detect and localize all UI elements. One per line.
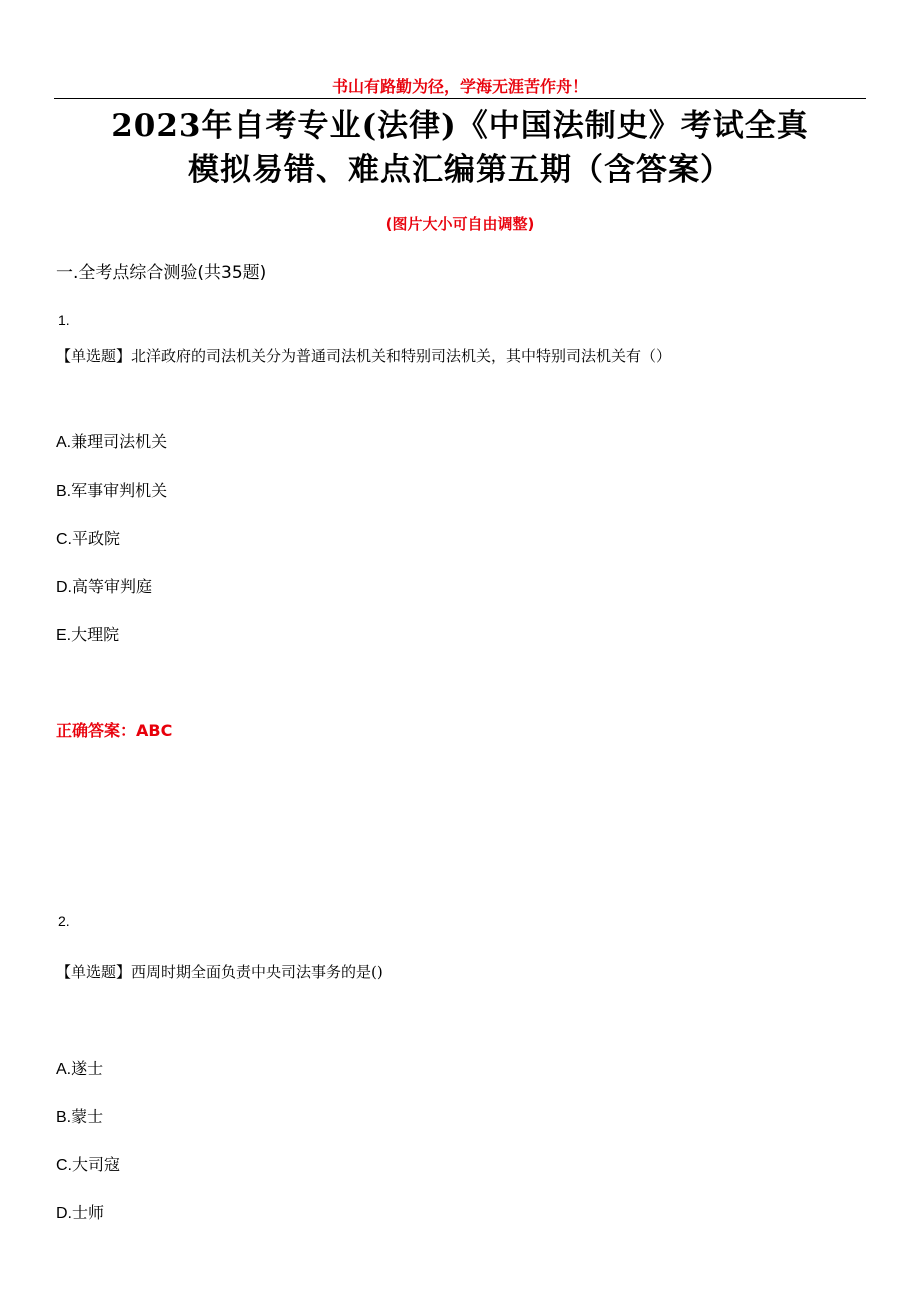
question-2-text: 【单选题】西周时期全面负责中央司法事务的是() [56, 963, 383, 981]
option-text: 大司寇 [72, 1155, 121, 1174]
question-2-option-a [56, 1056, 103, 1079]
header-divider [54, 98, 866, 99]
section-heading: 一.全考点综合测验(共35题) [56, 263, 267, 283]
option-letter: D. [56, 579, 72, 596]
option-text: 高等审判庭 [72, 577, 153, 596]
option-letter: B. [56, 483, 72, 500]
option-letter: C. [56, 531, 72, 548]
motto: 书山有路勤为径，学海无涯苦作舟！ [331, 77, 588, 96]
option-text: 蒙士 [71, 1107, 104, 1126]
option-letter: B. [56, 1109, 72, 1126]
question-2-option-c [56, 1152, 120, 1175]
question-1-option-a [56, 429, 167, 452]
option-text: 军事审判机关 [71, 481, 168, 500]
question-1-option-b [56, 478, 167, 501]
image-size-note: (图片大小可自由调整) [385, 215, 535, 233]
question-1-option-e [56, 622, 119, 645]
question-2-option-b [56, 1104, 103, 1127]
option-text: 平政院 [72, 529, 121, 548]
question-1-answer: 正确答案：ABC [56, 721, 173, 740]
option-text: 大理院 [71, 625, 120, 644]
question-2-number: 2. [58, 913, 70, 929]
option-letter: C. [56, 1157, 72, 1174]
question-1-option-d [56, 574, 152, 597]
document-title [40, 104, 880, 192]
option-text: 兼理司法机关 [71, 432, 168, 451]
question-2-option-d [56, 1200, 104, 1223]
option-letter: D. [56, 1205, 72, 1222]
question-1-text: 【单选题】北洋政府的司法机关分为普通司法机关和特别司法机关，其中特别司法机关有（） [56, 347, 672, 365]
option-letter: A. [56, 1061, 72, 1078]
question-1-number: 1. [58, 312, 70, 328]
question-1-option-c [56, 526, 120, 549]
option-text: 遂士 [71, 1059, 104, 1078]
option-letter: E. [56, 627, 72, 644]
title-line-2: 模拟易错、难点汇编第五期（含答案） [188, 152, 732, 188]
option-text: 士师 [72, 1203, 105, 1222]
title-line-1: 2023年自考专业(法律)《中国法制史》考试全真 [111, 108, 809, 144]
option-letter: A. [56, 434, 72, 451]
